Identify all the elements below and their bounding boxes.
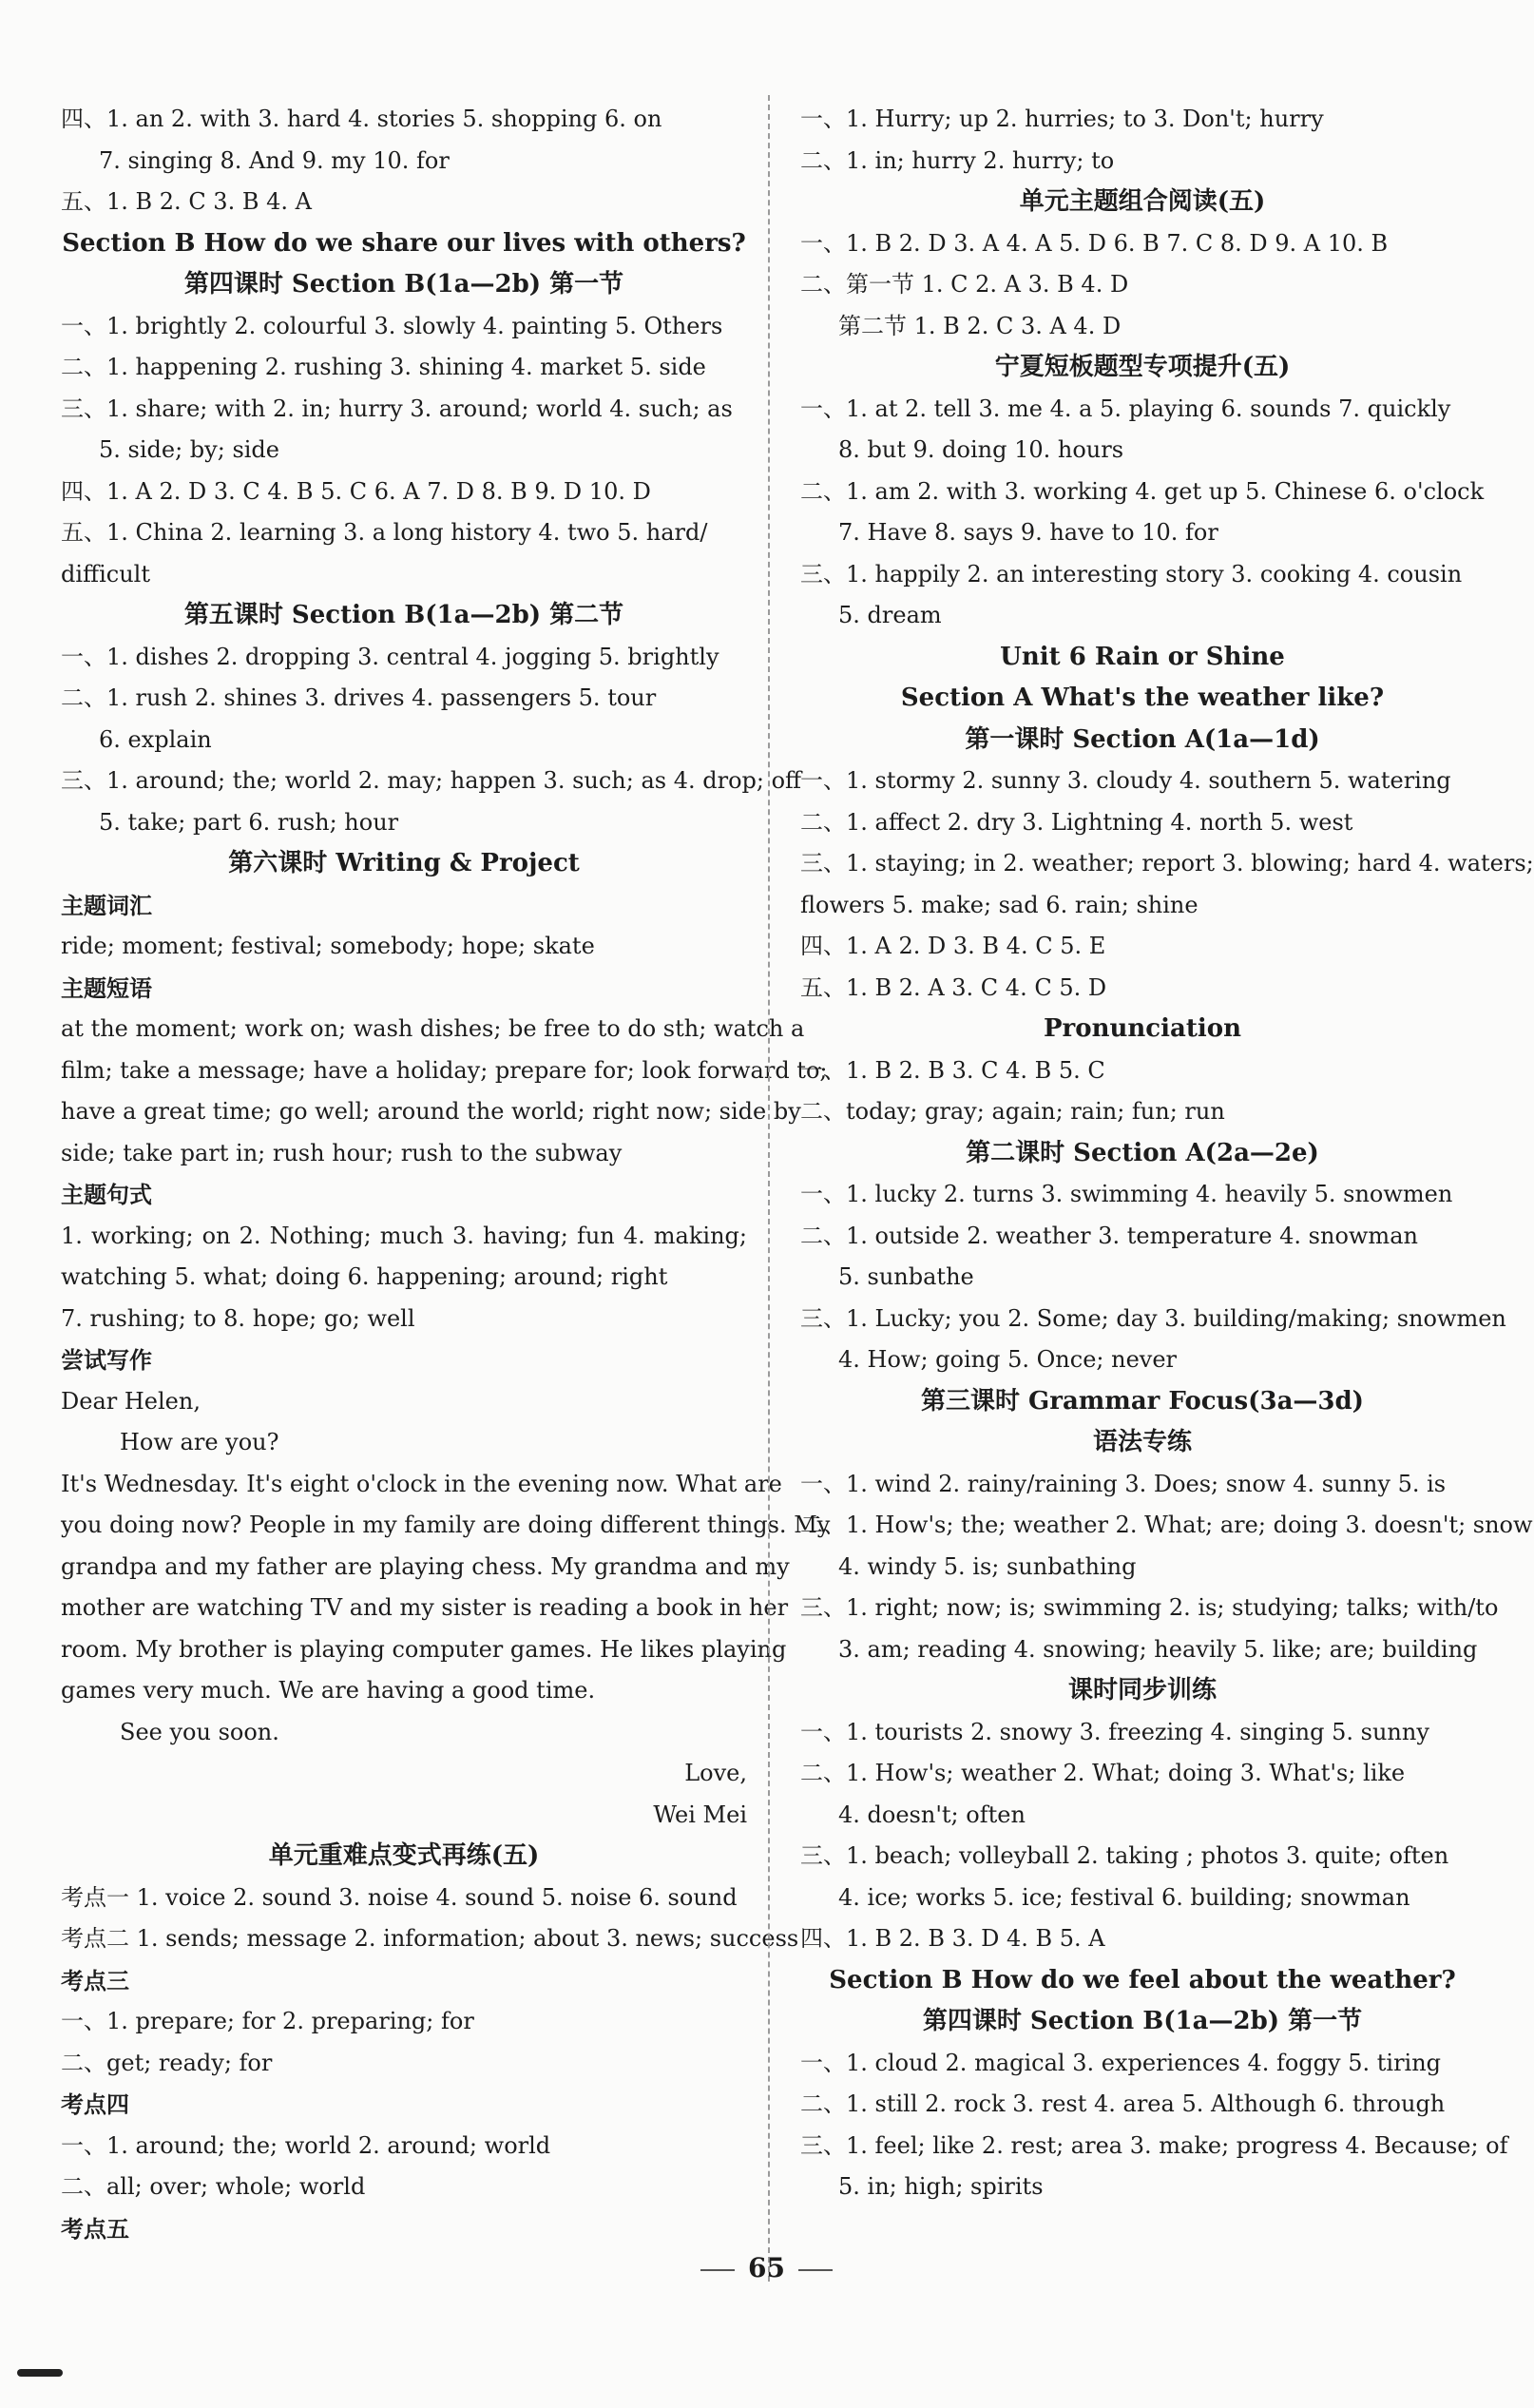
letter-signoff: Love, [684, 1760, 747, 1786]
section-heading: 宁夏短板题型专项提升(五) [994, 353, 1291, 381]
section-heading: Unit 6 Rain or Shine [1000, 642, 1285, 671]
answer-line-continued: 4. How; going 5. Once; never [838, 1346, 1178, 1373]
column-divider [768, 95, 770, 2282]
section-heading: 第四课时 Section B(1a—2b) 第一节 [922, 2007, 1363, 2035]
answer-line: 一、1. B 2. D 3. A 4. A 5. D 6. B 7. C 8. D 9. A 10. B [800, 229, 1389, 257]
answer-line: 一、1. lucky 2. turns 3. swimming 4. heavily 5. snowmen [800, 1181, 1453, 1207]
text-line: flowers 5. make; sad 6. rain; shine [800, 891, 1198, 918]
answer-line: 二、get; ready; for [61, 2049, 273, 2076]
answer-line: 考点二 1. sends; message 2. information; about 3. news; success [61, 1925, 799, 1952]
answer-line: 二、1. How's; the; weather 2. What; are; doing 3. doesn't; snow [800, 1512, 1533, 1538]
answer-line: 三、1. Lucky; you 2. Some; day 3. building/making; snowmen [800, 1304, 1506, 1332]
scan-corner-mark [17, 2369, 63, 2377]
text-line: Dear Helen, [61, 1387, 201, 1415]
paragraph-line: grandpa and my father are playing chess. My grandma and my [61, 1552, 790, 1580]
answer-line: 五、1. China 2. learning 3. a long history 4. two 5. hard/ [61, 519, 708, 546]
paragraph-line: 1. working; on 2. Nothing; much 3. having; fun 4. making; [61, 1222, 747, 1249]
answer-line: 考点一 1. voice 2. sound 3. noise 4. sound 5. noise 6. sound [61, 1883, 738, 1911]
answer-line: 一、1. at 2. tell 3. me 4. a 5. playing 6. sounds 7. quickly [800, 395, 1451, 422]
answer-line: 二、1. happening 2. rushing 3. shining 4. market 5. side [61, 354, 706, 380]
topic-label: 考点三 [61, 1966, 129, 1994]
text-line: 7. rushing; to 8. hope; go; well [61, 1304, 415, 1332]
section-heading: 第三课时 Grammar Focus(3a—3d) [921, 1386, 1364, 1416]
answer-line-continued: 7. singing 8. And 9. my 10. for [99, 146, 450, 174]
answer-line: 二、1. How's; weather 2. What; doing 3. What's; like [800, 1760, 1406, 1786]
text-line: ride; moment; festival; somebody; hope; skate [61, 933, 595, 959]
answer-line: 五、1. B 2. A 3. C 4. C 5. D [800, 973, 1107, 1001]
answer-line: 一、1. tourists 2. snowy 3. freezing 4. singing 5. sunny [800, 1718, 1429, 1745]
text-line: games very much. We are having a good time. [61, 1677, 596, 1704]
section-heading: 单元重难点变式再练(五) [268, 1841, 540, 1870]
topic-label: 尝试写作 [61, 1346, 152, 1374]
answer-line: 二、1. still 2. rock 3. rest 4. area 5. Although 6. through [800, 2090, 1446, 2117]
answer-line-continued: 5. sunbathe [838, 1263, 974, 1290]
answer-line: 四、1. A 2. D 3. B 4. C 5. E [800, 933, 1106, 959]
answer-line-continued: 5. side; by; side [99, 436, 279, 463]
answer-line-continued: 4. doesn't; often [838, 1801, 1026, 1828]
paragraph-line: you doing now? People in my family are doing different things. My [61, 1512, 831, 1538]
answer-line-continued: 3. am; reading 4. snowing; heavily 5. like; are; building [838, 1635, 1478, 1663]
answer-line: 三、1. happily 2. an interesting story 3. cooking 4. cousin [800, 560, 1463, 588]
answer-line: 四、1. A 2. D 3. C 4. B 5. C 6. A 7. D 8. B 9. D 10. D [61, 477, 651, 505]
answer-line: 一、1. stormy 2. sunny 3. cloudy 4. southern 5. watering [800, 767, 1451, 794]
letter-signoff: Wei Mei [653, 1801, 747, 1828]
right-column [800, 99, 1534, 2208]
answer-line-continued: 6. explain [99, 725, 212, 753]
answer-line-continued: 5. dream [838, 602, 942, 628]
paragraph-line: It's Wednesday. It's eight o'clock in the evening now. What are [61, 1470, 782, 1497]
page-number-dash-right [798, 2269, 833, 2271]
answer-line: 五、1. B 2. C 3. B 4. A [61, 188, 312, 215]
section-heading: 第五课时 Section B(1a—2b) 第二节 [183, 601, 624, 629]
answer-line: 二、all; over; whole; world [61, 2173, 366, 2200]
letter-line: How are you? [120, 1429, 279, 1455]
page-number-text: 65 [748, 2252, 785, 2283]
letter-line: See you soon. [120, 1718, 279, 1745]
section-heading: 第一课时 Section A(1a—1d) [965, 724, 1320, 754]
paragraph-line: mother are watching TV and my sister is reading a book in her [61, 1594, 789, 1621]
section-heading: 单元主题组合阅读(五) [1019, 187, 1266, 216]
text-line: side; take part in; rush hour; rush to the subway [61, 1139, 623, 1166]
answer-line: 三、1. right; now; is; swimming 2. is; studying; talks; with/to [800, 1594, 1499, 1621]
answer-line: 二、1. am 2. with 3. working 4. get up 5. Chinese 6. o'clock [800, 477, 1485, 505]
page-number [0, 2249, 1533, 2287]
answer-line: 一、1. dishes 2. dropping 3. central 4. jogging 5. brightly [61, 643, 719, 670]
answer-line-continued: 5. take; part 6. rush; hour [99, 808, 399, 836]
paragraph-line: room. My brother is playing computer games. He likes playing [61, 1635, 787, 1663]
topic-label: 主题短语 [61, 973, 152, 1002]
answer-line-continued: 第二节 1. B 2. C 3. A 4. D [838, 312, 1122, 339]
answer-line: 二、第一节 1. C 2. A 3. B 4. D [800, 271, 1129, 298]
answer-line-continued: 4. ice; works 5. ice; festival 6. building; snowman [838, 1883, 1410, 1911]
answer-line: 二、1. in; hurry 2. hurry; to [800, 146, 1115, 174]
section-heading: 第二课时 Section A(2a—2e) [966, 1138, 1319, 1167]
section-heading: 第六课时 Writing & Project [228, 849, 580, 877]
answer-line: 三、1. beach; volleyball 2. taking ; photos 3. quite; often [800, 1842, 1449, 1869]
paragraph-line: at the moment; work on; wash dishes; be free to do sth; watch a [61, 1015, 805, 1042]
answer-line: 三、1. feel; like 2. rest; area 3. make; progress 4. Because; of [800, 2131, 1508, 2159]
answer-line: 三、1. share; with 2. in; hurry 3. around; world 4. such; as [61, 395, 733, 422]
section-heading: 语法专练 [1092, 1428, 1192, 1456]
answer-line: 四、1. an 2. with 3. hard 4. stories 5. shopping 6. on [61, 106, 662, 132]
section-heading: 课时同步训练 [1067, 1676, 1217, 1705]
text-line: difficult [61, 560, 150, 588]
left-column [61, 99, 831, 2249]
answer-line: 二、1. rush 2. shines 3. drives 4. passengers 5. tour [61, 684, 657, 711]
topic-label: 考点四 [61, 2090, 129, 2118]
answer-line: 一、1. wind 2. rainy/raining 3. Does; snow 4. sunny 5. is [800, 1470, 1447, 1497]
section-heading: Section B How do we feel about the weather? [829, 1965, 1456, 1994]
answer-line: 二、1. outside 2. weather 3. temperature 4. snowman [800, 1222, 1418, 1249]
answer-line: 一、1. B 2. B 3. C 4. B 5. C [800, 1056, 1105, 1084]
answer-line-continued: 5. in; high; spirits [838, 2173, 1044, 2200]
topic-label: 主题词汇 [61, 891, 152, 919]
paragraph-line: have a great time; go well; around the world; right now; side by [61, 1098, 801, 1125]
answer-line: 一、1. cloud 2. magical 3. experiences 4. foggy 5. tiring [800, 2049, 1442, 2076]
page-number-dash-left [700, 2269, 735, 2271]
answer-line: 一、1. around; the; world 2. around; world [61, 2131, 551, 2159]
paragraph-line: film; take a message; have a holiday; prepare for; look forward to; [61, 1056, 828, 1084]
answer-line-continued: 8. but 9. doing 10. hours [838, 436, 1124, 463]
answer-line: 一、1. prepare; for 2. preparing; for [61, 2008, 474, 2034]
text-line: watching 5. what; doing 6. happening; around; right [61, 1263, 668, 1290]
topic-label: 考点五 [61, 2214, 129, 2243]
answer-line: 三、1. around; the; world 2. may; happen 3. such; as 4. drop; off [61, 767, 802, 794]
topic-label: 主题句式 [61, 1181, 152, 1208]
answer-line: 二、1. affect 2. dry 3. Lightning 4. north 5. west [800, 808, 1353, 836]
answer-line: 三、1. staying; in 2. weather; report 3. blowing; hard 4. waters; [800, 850, 1534, 877]
answer-line: 二、today; gray; again; rain; fun; run [800, 1098, 1225, 1125]
answer-line: 一、1. Hurry; up 2. hurries; to 3. Don't; hurry [800, 106, 1324, 132]
answer-line: 四、1. B 2. B 3. D 4. B 5. A [800, 1925, 1105, 1952]
section-heading: Pronunciation [1044, 1014, 1241, 1043]
answer-line: 一、1. brightly 2. colourful 3. slowly 4. painting 5. Others [61, 312, 723, 339]
answer-line-continued: 4. windy 5. is; sunbathing [838, 1552, 1137, 1580]
section-heading: 第四课时 Section B(1a—2b) 第一节 [183, 270, 624, 299]
section-heading: Section A What's the weather like? [900, 684, 1385, 712]
answer-line-continued: 7. Have 8. says 9. have to 10. for [838, 519, 1218, 546]
section-heading: Section B How do we share our lives with others? [62, 228, 746, 258]
